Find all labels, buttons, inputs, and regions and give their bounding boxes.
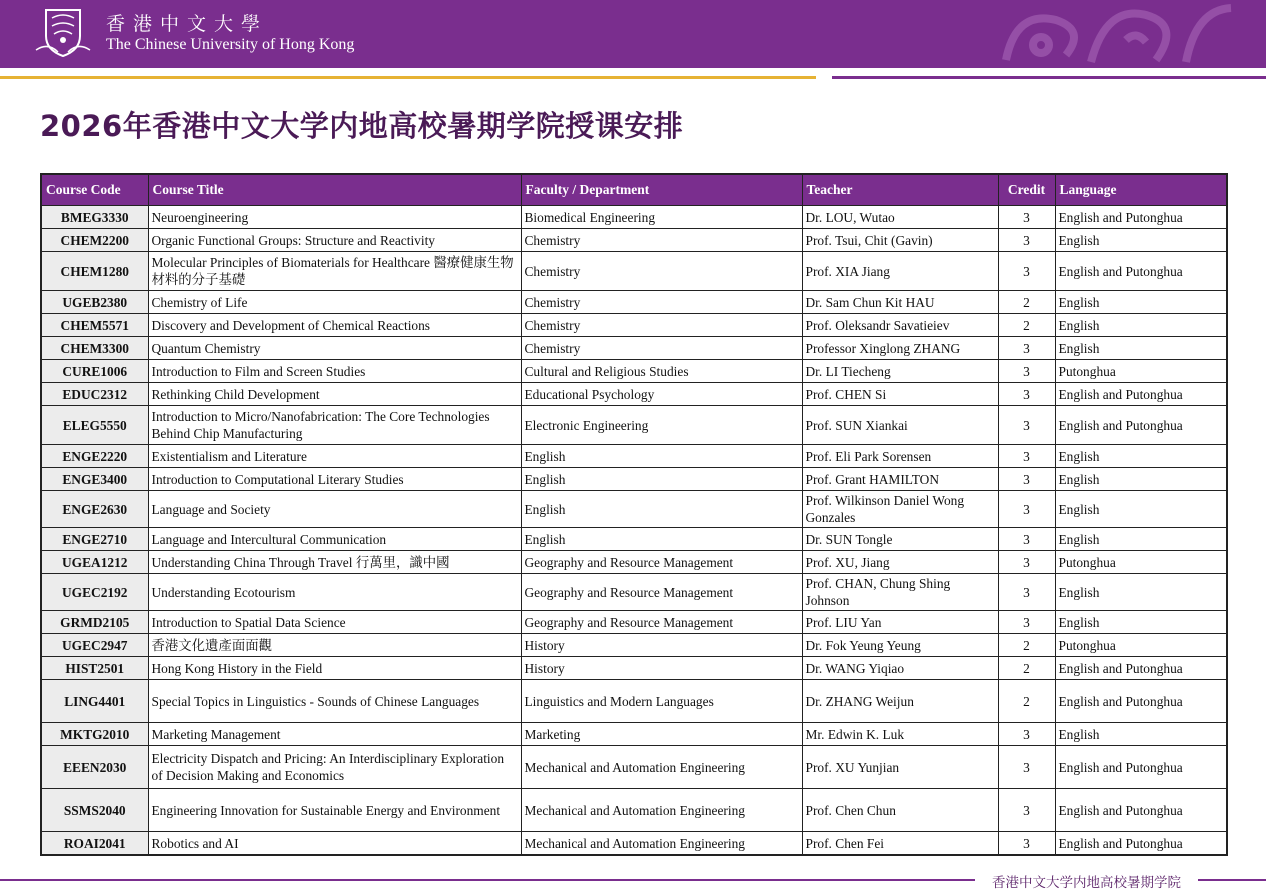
course-table [40, 173, 1228, 856]
course-teacher: Dr. Sam Chun Kit HAU [802, 291, 998, 314]
course-language: English and Putonghua [1055, 746, 1227, 789]
course-code: ENGE3400 [41, 468, 148, 491]
course-teacher: Prof. SUN Xiankai [802, 406, 998, 445]
table-row [41, 337, 1227, 360]
course-credit: 2 [998, 634, 1055, 657]
course-credit: 3 [998, 723, 1055, 746]
course-teacher: Prof. Oleksandr Savatieiev [802, 314, 998, 337]
course-faculty: Linguistics and Modern Languages [521, 680, 802, 723]
header-faculty: Faculty / Department [521, 174, 802, 206]
course-credit: 3 [998, 445, 1055, 468]
course-language: English and Putonghua [1055, 406, 1227, 445]
course-credit: 3 [998, 406, 1055, 445]
course-faculty: Educational Psychology [521, 383, 802, 406]
course-faculty: English [521, 491, 802, 528]
course-title: Marketing Management [148, 723, 521, 746]
header-course-title: Course Title [148, 174, 521, 206]
course-faculty: History [521, 634, 802, 657]
course-teacher: Dr. LOU, Wutao [802, 206, 998, 229]
course-language: English and Putonghua [1055, 657, 1227, 680]
course-teacher: Prof. CHEN Si [802, 383, 998, 406]
course-code: ENGE2630 [41, 491, 148, 528]
course-title: Introduction to Micro/Nanofabrication: The Core Technologies Behind Chip Manufacturing [148, 406, 521, 445]
course-language: English [1055, 445, 1227, 468]
footer-rule-right [1198, 879, 1266, 881]
university-name-en: The Chinese University of Hong Kong [106, 36, 355, 53]
course-title: Hong Kong History in the Field [148, 657, 521, 680]
table-row [41, 528, 1227, 551]
course-language: English and Putonghua [1055, 680, 1227, 723]
course-credit: 3 [998, 551, 1055, 574]
course-credit: 3 [998, 252, 1055, 291]
course-title: Neuroengineering [148, 206, 521, 229]
page-title: 2026年香港中文大学内地高校暑期学院授课安排 [40, 109, 684, 143]
course-credit: 3 [998, 832, 1055, 856]
course-faculty: Cultural and Religious Studies [521, 360, 802, 383]
course-language: English [1055, 314, 1227, 337]
course-code: UGEA1212 [41, 551, 148, 574]
footer-rule [0, 879, 975, 881]
course-teacher: Dr. WANG Yiqiao [802, 657, 998, 680]
course-code: CHEM5571 [41, 314, 148, 337]
course-faculty: Biomedical Engineering [521, 206, 802, 229]
course-language: English [1055, 491, 1227, 528]
course-credit: 2 [998, 314, 1055, 337]
course-title: Chemistry of Life [148, 291, 521, 314]
course-faculty: Geography and Resource Management [521, 574, 802, 611]
course-title: Organic Functional Groups: Structure and Reactivity [148, 229, 521, 252]
course-credit: 3 [998, 574, 1055, 611]
course-code: GRMD2105 [41, 611, 148, 634]
course-credit: 3 [998, 360, 1055, 383]
course-faculty: Mechanical and Automation Engineering [521, 789, 802, 832]
course-code: ELEG5550 [41, 406, 148, 445]
course-teacher: Prof. Chen Fei [802, 832, 998, 856]
course-code: BMEG3330 [41, 206, 148, 229]
course-credit: 3 [998, 611, 1055, 634]
course-faculty: Marketing [521, 723, 802, 746]
course-code: ENGE2710 [41, 528, 148, 551]
course-code: CHEM2200 [41, 229, 148, 252]
course-title: Robotics and AI [148, 832, 521, 856]
course-language: English [1055, 337, 1227, 360]
course-teacher: Prof. Grant HAMILTON [802, 468, 998, 491]
header-language: Language [1055, 174, 1227, 206]
course-teacher: Prof. LIU Yan [802, 611, 998, 634]
course-teacher: Professor Xinglong ZHANG [802, 337, 998, 360]
course-title: Introduction to Spatial Data Science [148, 611, 521, 634]
table-row [41, 445, 1227, 468]
course-title: Introduction to Computational Literary Studies [148, 468, 521, 491]
university-crest-icon [32, 6, 94, 60]
course-code: SSMS2040 [41, 789, 148, 832]
table-row [41, 206, 1227, 229]
header-rule-gold [0, 76, 816, 79]
course-faculty: Chemistry [521, 314, 802, 337]
course-teacher: Prof. Tsui, Chit (Gavin) [802, 229, 998, 252]
course-teacher: Mr. Edwin K. Luk [802, 723, 998, 746]
course-faculty: Mechanical and Automation Engineering [521, 832, 802, 856]
header-course-code: Course Code [41, 174, 148, 206]
course-title: 香港文化遺產面面觀 [148, 634, 521, 657]
course-language: Putonghua [1055, 360, 1227, 383]
course-language: English [1055, 229, 1227, 252]
course-code: EEEN2030 [41, 746, 148, 789]
course-title: Discovery and Development of Chemical Reactions [148, 314, 521, 337]
course-language: English and Putonghua [1055, 383, 1227, 406]
course-language: English [1055, 574, 1227, 611]
decorative-pattern-icon [996, 0, 1236, 68]
table-row [41, 634, 1227, 657]
course-faculty: English [521, 445, 802, 468]
course-language: English [1055, 468, 1227, 491]
course-teacher: Dr. Fok Yeung Yeung [802, 634, 998, 657]
course-language: English and Putonghua [1055, 252, 1227, 291]
course-faculty: Mechanical and Automation Engineering [521, 746, 802, 789]
course-faculty: Chemistry [521, 337, 802, 360]
table-row [41, 314, 1227, 337]
footer-label: 香港中文大学内地高校暑期学院 [992, 875, 1181, 891]
course-credit: 3 [998, 789, 1055, 832]
table-row [41, 551, 1227, 574]
course-teacher: Prof. Eli Park Sorensen [802, 445, 998, 468]
table-row [41, 468, 1227, 491]
table-row [41, 360, 1227, 383]
course-title: Existentialism and Literature [148, 445, 521, 468]
header-banner [0, 0, 1266, 68]
course-language: English and Putonghua [1055, 832, 1227, 856]
table-row [41, 611, 1227, 634]
table-row [41, 723, 1227, 746]
header-rule-purple [832, 76, 1266, 79]
course-code: UGEB2380 [41, 291, 148, 314]
course-title: Molecular Principles of Biomaterials for Healthcare 醫療健康生物材料的分子基礎 [148, 252, 521, 291]
course-faculty: Chemistry [521, 252, 802, 291]
table-row [41, 383, 1227, 406]
course-faculty: Geography and Resource Management [521, 551, 802, 574]
course-teacher: Prof. CHAN, Chung Shing Johnson [802, 574, 998, 611]
course-language: Putonghua [1055, 634, 1227, 657]
course-faculty: Electronic Engineering [521, 406, 802, 445]
course-title: Introduction to Film and Screen Studies [148, 360, 521, 383]
course-faculty: English [521, 468, 802, 491]
course-title: Language and Society [148, 491, 521, 528]
table-row [41, 406, 1227, 445]
course-code: UGEC2192 [41, 574, 148, 611]
course-teacher: Prof. XU Yunjian [802, 746, 998, 789]
course-faculty: Chemistry [521, 291, 802, 314]
course-title: Understanding China Through Travel 行萬里，識中國 [148, 551, 521, 574]
course-credit: 3 [998, 337, 1055, 360]
course-credit: 3 [998, 383, 1055, 406]
table-row [41, 574, 1227, 611]
header-credit: Credit [998, 174, 1055, 206]
course-table-container [40, 173, 1228, 856]
table-row [41, 789, 1227, 832]
course-language: Putonghua [1055, 551, 1227, 574]
course-code: HIST2501 [41, 657, 148, 680]
table-row [41, 746, 1227, 789]
course-language: English [1055, 291, 1227, 314]
course-language: English [1055, 723, 1227, 746]
course-faculty: Geography and Resource Management [521, 611, 802, 634]
course-teacher: Prof. Chen Chun [802, 789, 998, 832]
table-row [41, 680, 1227, 723]
header-teacher: Teacher [802, 174, 998, 206]
course-teacher: Dr. ZHANG Weijun [802, 680, 998, 723]
course-faculty: History [521, 657, 802, 680]
course-credit: 3 [998, 468, 1055, 491]
course-teacher: Dr. SUN Tongle [802, 528, 998, 551]
course-credit: 3 [998, 528, 1055, 551]
course-code: CHEM3300 [41, 337, 148, 360]
course-teacher: Prof. XIA Jiang [802, 252, 998, 291]
course-title: Rethinking Child Development [148, 383, 521, 406]
course-code: ENGE2220 [41, 445, 148, 468]
table-row [41, 832, 1227, 856]
course-title: Language and Intercultural Communication [148, 528, 521, 551]
course-language: English [1055, 611, 1227, 634]
course-credit: 3 [998, 746, 1055, 789]
course-credit: 2 [998, 657, 1055, 680]
course-faculty: Chemistry [521, 229, 802, 252]
course-title: Engineering Innovation for Sustainable Energy and Environment [148, 789, 521, 832]
course-code: ROAI2041 [41, 832, 148, 856]
table-row [41, 291, 1227, 314]
course-credit: 2 [998, 680, 1055, 723]
course-credit: 3 [998, 206, 1055, 229]
course-credit: 2 [998, 291, 1055, 314]
course-code: CURE1006 [41, 360, 148, 383]
course-credit: 3 [998, 229, 1055, 252]
course-code: CHEM1280 [41, 252, 148, 291]
course-credit: 3 [998, 491, 1055, 528]
course-code: LING4401 [41, 680, 148, 723]
course-code: UGEC2947 [41, 634, 148, 657]
course-teacher: Prof. XU, Jiang [802, 551, 998, 574]
course-faculty: English [521, 528, 802, 551]
course-title: Quantum Chemistry [148, 337, 521, 360]
table-row [41, 491, 1227, 528]
course-teacher: Prof. Wilkinson Daniel Wong Gonzales [802, 491, 998, 528]
course-language: English [1055, 528, 1227, 551]
course-language: English and Putonghua [1055, 206, 1227, 229]
course-language: English and Putonghua [1055, 789, 1227, 832]
table-header-row [41, 174, 1227, 206]
course-title: Electricity Dispatch and Pricing: An Interdisciplinary Exploration of Decision Making and Economics [148, 746, 521, 789]
university-name-cn: 香港中文大學 [106, 13, 269, 35]
table-row [41, 657, 1227, 680]
course-code: EDUC2312 [41, 383, 148, 406]
course-title: Understanding Ecotourism [148, 574, 521, 611]
course-title: Special Topics in Linguistics - Sounds of Chinese Languages [148, 680, 521, 723]
table-row [41, 252, 1227, 291]
table-row [41, 229, 1227, 252]
course-code: MKTG2010 [41, 723, 148, 746]
course-teacher: Dr. LI Tiecheng [802, 360, 998, 383]
